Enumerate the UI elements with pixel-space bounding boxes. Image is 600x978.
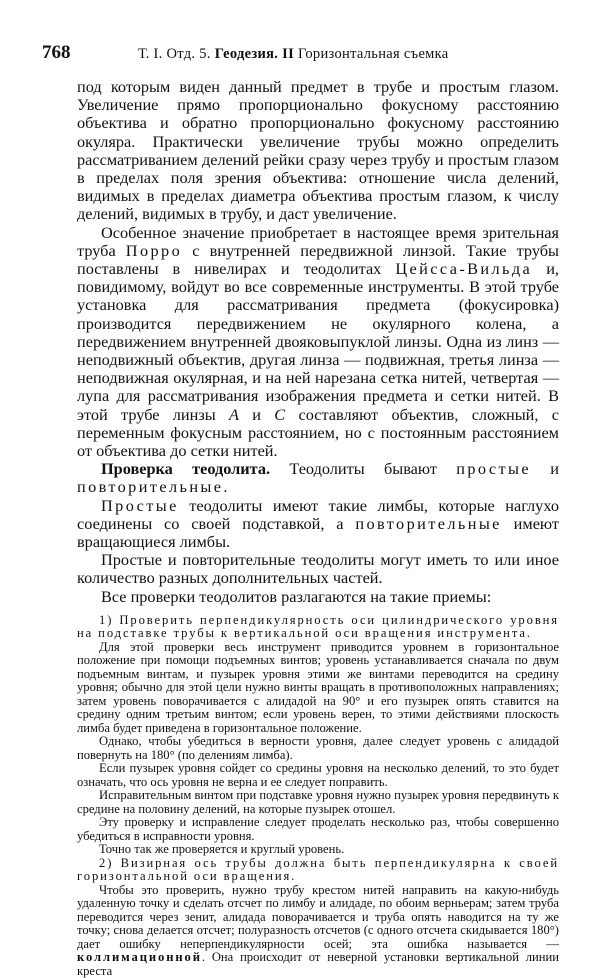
- lens-label-c: C: [274, 404, 286, 424]
- paragraph-porro-telescope: [77, 224, 559, 461]
- p3-end: .: [223, 477, 228, 497]
- page-number: 768: [42, 42, 71, 63]
- p2-part-d: составляют объектив, сложный, с переменным фокусным расстоянием, но с постоянным расстоянием от объектива до сетки нитей.: [77, 404, 559, 461]
- term-repeating: повторительные: [77, 477, 224, 497]
- p3-and: и: [530, 459, 559, 479]
- term-zeiss-wild: Цейсса-Вильда: [395, 259, 533, 279]
- p2-and: и: [238, 404, 275, 424]
- paragraph-checks-intro: Все проверки теодолитов разлагаются на такие приемы:: [101, 586, 492, 606]
- p3-part-a: Теодолиты бывают: [270, 459, 457, 479]
- check-1-paragraph-6: Точно так же проверяется и круглый уровень.: [99, 842, 345, 857]
- check-1-paragraph-3: Если пузырек уровня сойдет со средины уровня на несколько делений, то это будет означать, что ось уровня не верна и ее следует поправить.: [77, 761, 559, 789]
- paragraph-theodolite-check: [77, 460, 559, 496]
- running-title: [138, 46, 449, 63]
- check-1-paragraph-2: Однако, чтобы убедиться в верности уровня, далее следует уровень с алидадой повернуть на 180° (по делениям лимба).: [77, 734, 559, 762]
- check-1-paragraph-4: Исправительным винтом при подставке уровня нужно пузырек уровня передвинуть к средине на половину делений, на которые пузырек отошел.: [77, 788, 559, 816]
- running-title-bold: Геодезия. II: [214, 46, 295, 62]
- term-porro: Порро: [125, 240, 183, 260]
- body-text: [77, 78, 559, 978]
- p2-part-b: с внутренней передвижной линзой. Такие трубы поставлены в нивелирах и теодолитах: [77, 240, 559, 279]
- term-simple-2: Простые: [101, 495, 179, 515]
- p4-part-a: теодолиты имеют такие лимбы, которые наглухо соединены со своей подставкой, а: [77, 495, 559, 533]
- section-heading-theodolite-check: Проверка теодолита.: [101, 459, 271, 479]
- lens-label-a: A: [229, 404, 239, 424]
- check-1-paragraph-1: Для этой проверки весь инструмент приводится уровнем в горизонтальное положение при помощи подъемных винтов; уровень устанавливается сначала по двум подъемным винтам, и пузырек уровня этими же винтами переводится на средину уровня; обычно для этой цели нужно винты вращать в противоположных направлениях; затем уровень поворачивается с алидадой на 90° и его пузырек опять ставится на средину одним третьим винтом; если уровень верен, то этими действиями плоскость лимба будет приведена в горизонтальное положение.: [77, 639, 559, 735]
- p4-part-b: имеют вращающиеся лимбы.: [77, 513, 559, 552]
- paragraph-simple-theodolites: [77, 497, 559, 552]
- running-title-suffix: Горизонтальная съемка: [297, 46, 449, 62]
- running-title-prefix: Т. I. Отд. 5.: [138, 46, 211, 62]
- term-simple: простые: [456, 459, 531, 479]
- check-2-title: 2) Визирная ось трубы должна быть перпендикулярна к своей горизонтальной оси вращения.: [77, 855, 559, 884]
- c2-part-a: Чтобы это проверить, нужно трубу крестом нитей направить на какую-нибудь удаленную точку и сделать отсчет по лимбу и алидаде, по обоим верньерам; затем труба переводится через зенит, алидада поворачивается и труба опять наводится на ту же точку; снова делается отсчет; полуразность отсчетов (с одного отсчета скидывается 180°) дает ошибку неперпендикулярности осей; эта ошибка называется —: [77, 882, 559, 951]
- main-text-block: [77, 78, 559, 606]
- term-collimation: коллимационной: [77, 950, 202, 965]
- c2-part-b: . Она происходит от неверной установки вертикальной линии креста: [77, 950, 559, 978]
- page-header: [42, 42, 562, 64]
- paragraph-additional-parts: Простые и повторительные теодолиты могут иметь то или иное количество разных дополнительных частей.: [77, 550, 559, 588]
- checks-block: [77, 614, 559, 978]
- check-1-title: 1) Проверить перпендикулярность оси цилиндрического уровня на подставке трубы к вертикальной оси вращения инструмента.: [77, 612, 559, 641]
- check-1-paragraph-5: Эту проверку и исправление следует проделать несколько раз, чтобы совершенно убедиться в исправности уровня.: [77, 815, 559, 843]
- p2-part-a: Особенное значение приобретает в настоящее время зрительная труба: [77, 222, 559, 260]
- term-repeating-2: повторительные: [355, 513, 502, 533]
- check-2-paragraph-1: [77, 884, 559, 978]
- p2-part-c: и, повидимому, войдут во все современные инструменты. В этой трубе установка для рассматривания предмета (фокусировка) производится передвижением не окулярного колена, а передвижением внутренней двояковыпуклой линзы. Одна из линз — неподвижный объектив, другая линза — подвижная, третья линза — неподвижная окулярная, и на ней нарезана сетка нитей, четвертая — лупа для рассматривания изображения предмета и сетки нитей. В этой трубе линзы: [77, 259, 559, 424]
- paragraph-magnification: под которым виден данный предмет в трубе и простым глазом. Увеличение прямо пропорционально фокусному расстоянию объектива и обратно пропорционально фокусному расстоянию окуляра. Практически увеличение трубы можно определить рассматриванием делений рейки сразу через трубу и простым глазом в пределах поля зрения объектива: отношение числа делений, видимых в пределах диаметра объектива простым глазом, к числу делений, видимых в трубу, и даст увеличение.: [77, 77, 559, 224]
